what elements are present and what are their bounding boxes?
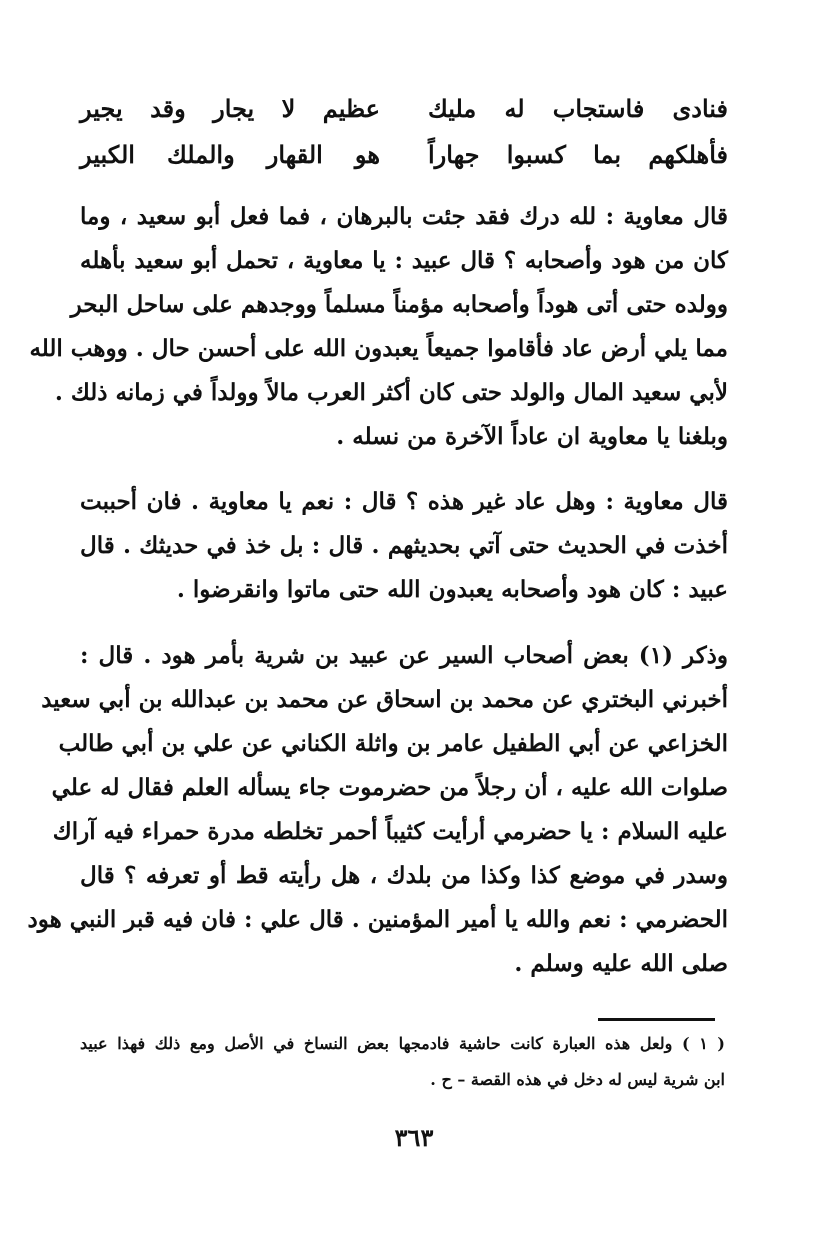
paragraph-line: مما يلي أرض عاد فأقاموا جميعاً يعبدون الله على أحسن حال . ووهب الله bbox=[29, 335, 728, 362]
page-number: ٣٦٣ bbox=[394, 1123, 434, 1152]
verse-second-hemistich: هو القهار والملك الكبير bbox=[80, 139, 380, 169]
paragraph-line: الحضرمي : نعم والله يا أمير المؤمنين . قال علي : فان فيه قبر النبي هود bbox=[27, 906, 728, 933]
verse-first-hemistich: فنادى فاستجاب له مليك bbox=[428, 93, 728, 123]
paragraph-line: كان من هود وأصحابه ؟ قال عبيد : يا معاوية ، تحمل أبو سعيد بأهله bbox=[80, 247, 728, 274]
paragraph-line: أخبرني البختري عن محمد بن اسحاق عن محمد بن عبدالله بن أبي سعيد bbox=[41, 686, 728, 713]
verse-second-hemistich: عظيم لا يجار وقد يجير bbox=[80, 93, 380, 123]
paragraph-line: قال معاوية : لله درك فقد جئت بالبرهان ، فما فعل أبو سعيد ، وما bbox=[80, 203, 728, 230]
paragraph-line: وبلغنا يا معاوية ان عاداً الآخرة من نسله . bbox=[336, 423, 728, 450]
paragraph-line: وذكر (١) بعض أصحاب السير عن عبيد بن شرية بأمر هود . قال : bbox=[80, 642, 728, 669]
footnote-divider bbox=[598, 1018, 715, 1021]
footnote-line: ابن شرية ليس له دخل في هذه القصة – ح . bbox=[430, 1070, 725, 1089]
paragraph-line: قال معاوية : وهل عاد غير هذه ؟ قال : نعم يا معاوية . فان أحببت bbox=[80, 488, 728, 515]
poem-verse bbox=[80, 136, 728, 172]
paragraph-line: أخذت في الحديث حتى آتي بحديثهم . قال : بل خذ في حديثك . قال bbox=[80, 532, 728, 559]
paragraph-line: وسدر في موضع كذا وكذا من بلدك ، هل رأيته قط أو تعرفه ؟ قال bbox=[80, 862, 728, 889]
paragraph-line: عليه السلام : يا حضرمي أرأيت كثيباً أحمر تخلطه مدرة حمراء فيه آراك bbox=[52, 818, 728, 845]
paragraph-line: عبيد : كان هود وأصحابه يعبدون الله حتى ماتوا وانقرضوا . bbox=[176, 576, 728, 603]
footnote-line: ( ١ ) ولعل هذه العبارة كانت حاشية فادمجها بعض النساخ في الأصل ومع ذلك فهذا عبيد bbox=[80, 1034, 725, 1053]
poem-verse bbox=[80, 90, 728, 126]
paragraph-line: وولده حتى أتى هوداً وأصحابه مؤمناً مسلماً ووجدهم على ساحل البحر bbox=[70, 291, 728, 318]
paragraph-line: صلى الله عليه وسلم . bbox=[514, 950, 728, 977]
paragraph-line: لأبي سعيد المال والولد حتى كان أكثر العرب مالاً وولداً في زمانه ذلك . bbox=[54, 379, 728, 406]
paragraph-line: الخزاعي عن أبي الطفيل عامر بن واثلة الكناني عن علي بن أبي طالب bbox=[58, 730, 728, 757]
paragraph-line: صلوات الله عليه ، أن رجلاً من حضرموت جاء يسأله العلم فقال له علي bbox=[51, 774, 728, 801]
verse-first-hemistich: فأهلكهم بما كسبوا جهاراً bbox=[428, 139, 728, 169]
